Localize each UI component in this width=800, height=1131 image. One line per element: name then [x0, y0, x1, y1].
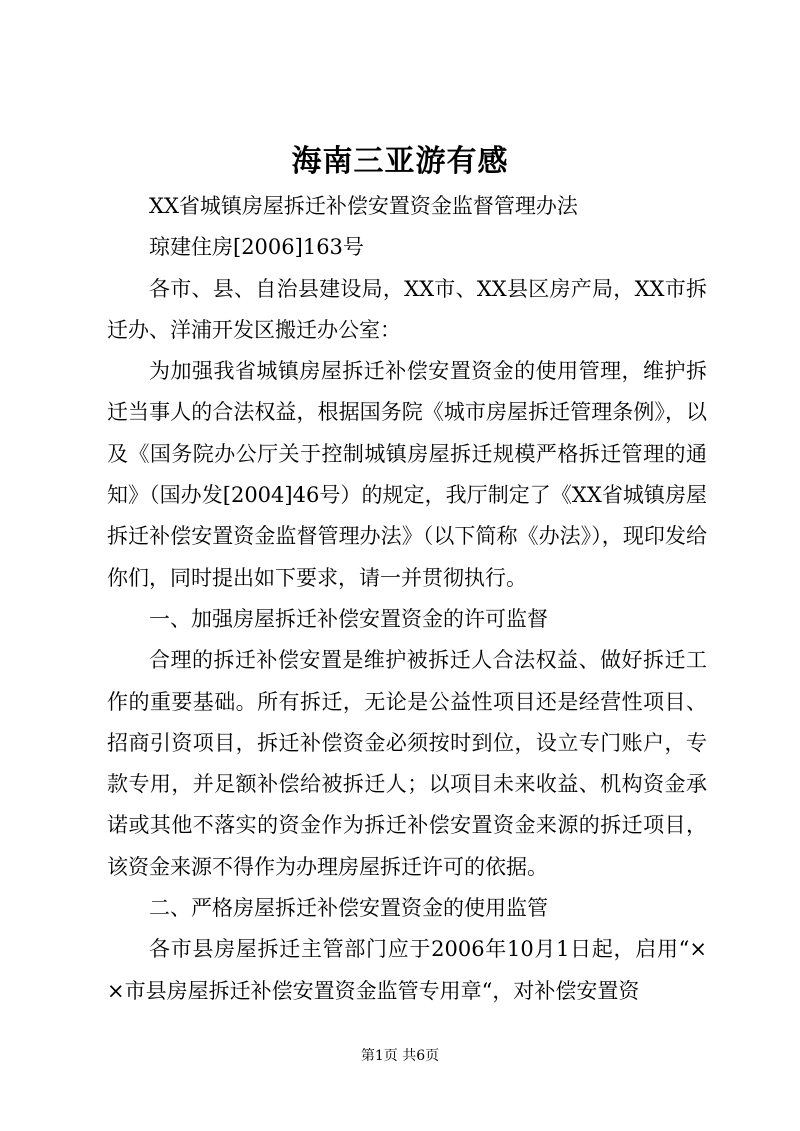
paragraph-addressees: 各市、县、自治县建设局，XX市、XX县区房产局，XX市拆迁办、洋浦开发区搬迁办公室：	[107, 276, 707, 342]
document-title: 海南三亚游有感	[291, 144, 509, 179]
page-footer: 第1页 共6页	[360, 1048, 440, 1064]
document-body	[107, 186, 707, 1012]
paragraph-section-one: 合理的拆迁补偿安置是维护被拆迁人合法权益、做好拆迁工作的重要基础。所有拆迁，无论是公益性项目还是经营性项目、招商引资项目，拆迁补偿资金必须按时到位，设立专门账户，专款专用，并足额补偿给被拆迁人；以项目未来收益、机构资金承诺或其他不落实的资金作为拆迁补偿安置资金来源的拆迁项目，该资金来源不得作为办理房屋拆迁许可的依据。	[107, 648, 707, 879]
paragraph-introduction: 为加强我省城镇房屋拆迁补偿安置资金的使用管理，维护拆迁当事人的合法权益，根据国务院《城市房屋拆迁管理条例》，以及《国务院办公厅关于控制城镇房屋拆迁规模严格拆迁管理的通知》（国办发[2004]46号）的规定，我厅制定了《XX省城镇房屋拆迁补偿安置资金监督管理办法》（以下简称《办法》），现印发给你们，同时提出如下要求，请一并贯彻执行。	[107, 359, 707, 590]
section-heading-one: 一、加强房屋拆迁补偿安置资金的许可监督	[149, 606, 548, 631]
paragraph-document-number: 琼建住房[2006]163号	[149, 235, 364, 260]
paragraph-regulation-title: XX省城镇房屋拆迁补偿安置资金监督管理办法	[149, 194, 578, 218]
section-heading-two: 二、严格房屋拆迁补偿安置资金的使用监管	[149, 896, 548, 921]
paragraph-section-two: 各市县房屋拆迁主管部门应于2006年10月1日起，启用“××市县房屋拆迁补偿安置资金监管专用章“，对补偿安置资	[107, 937, 707, 1003]
